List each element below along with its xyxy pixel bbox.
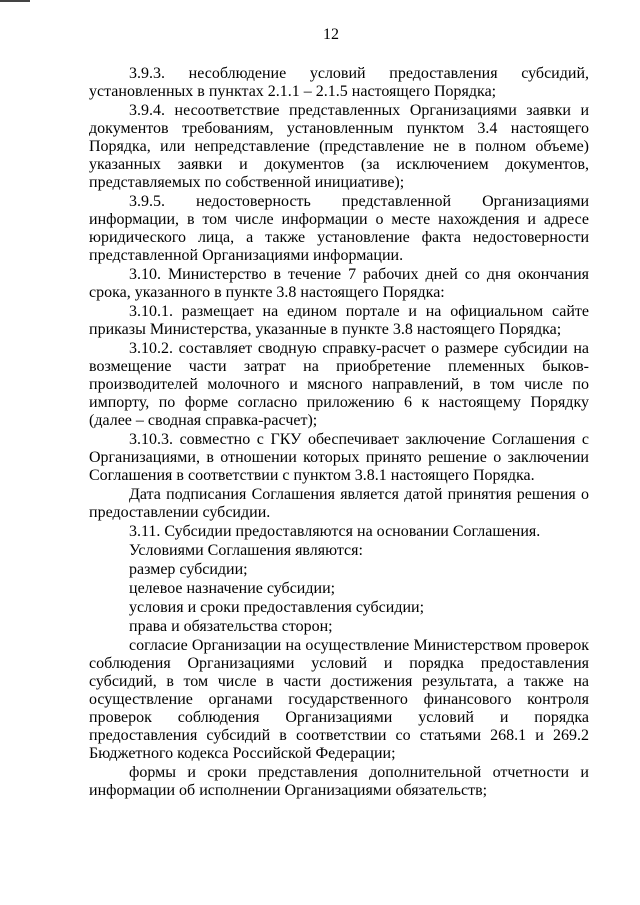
page-number: 12 <box>323 26 339 43</box>
paragraph-3-10-2: 3.10.2. составляет сводную справку-расчет о размере субсидии на возмещение части затрат на приобретение племенных быков-производителей молочного и мясного направлений, в том числе по импорту, по форме согласно приложению 6 к настоящему Порядку (далее – сводная справка-расчет); <box>89 340 589 429</box>
paragraph-signing-date: Дата подписания Соглашения является датой принятия решения о предоставлении субсидии. <box>89 486 589 521</box>
paragraph-3-10-3: 3.10.3. совместно с ГКУ обеспечивает заключение Соглашения с Организациями, в отношении которых принято решение о заключении Соглашения в соответствии с пунктом 3.8.1 настоящего Порядка. <box>89 431 589 484</box>
paragraph-3-9-5: 3.9.5. недостоверность представленной Организациями информации, в том числе информации о месте нахождения и адресе юридического лица, а также установление факта недостоверности представленной Организациями информации. <box>89 193 589 264</box>
paragraph-3-11: 3.11. Субсидии предоставляются на основании Соглашения. <box>129 523 541 540</box>
paragraph-3-9-3: 3.9.3. несоблюдение условий предоставления субсидий, установленных в пунктах 2.1.1 – 2.1.5 настоящего Порядка; <box>89 65 589 100</box>
list-item-rights: права и обязательства сторон; <box>129 618 333 635</box>
paragraph-conditions-intro: Условиями Соглашения являются: <box>129 542 363 559</box>
list-item-reporting-forms: формы и сроки представления дополнительной отчетности и информации об исполнении Организациями обязательств; <box>89 764 589 799</box>
document-body <box>89 65 589 801</box>
paragraph-3-10-1: 3.10.1. размещает на едином портале и на официальном сайте приказы Министерства, указанные в пункте 3.8 настоящего Порядка; <box>89 303 589 338</box>
list-item-consent-inspections: согласие Организации на осуществление Министерством проверок соблюдения Организациями условий и порядка предоставления субсидий, в том числе в части достижения результата, а также на осуществление органами государственного финансового контроля проверок соблюдения Организациями условий и порядка предоставления субсидий в соответствии со статьями 268.1 и 269.2 Бюджетного кодекса Российской Федерации; <box>89 637 589 762</box>
list-item-terms: условия и сроки предоставления субсидии; <box>129 599 425 616</box>
top-edge-mark <box>0 0 30 2</box>
list-item-subsidy-amount: размер субсидии; <box>129 561 248 578</box>
paragraph-3-10: 3.10. Министерство в течение 7 рабочих дней со дня окончания срока, указанного в пункте 3.8 настоящего Порядка: <box>89 266 589 301</box>
list-item-purpose: целевое назначение субсидии; <box>129 580 336 597</box>
paragraph-3-9-4: 3.9.4. несоответствие представленных Организациями заявки и документов требованиям, установленным пунктом 3.4 настоящего Порядка, или непредставление (представление не в полном объеме) указанных заявки и документов (за исключением документов, представляемых по собственной инициативе); <box>89 102 589 191</box>
